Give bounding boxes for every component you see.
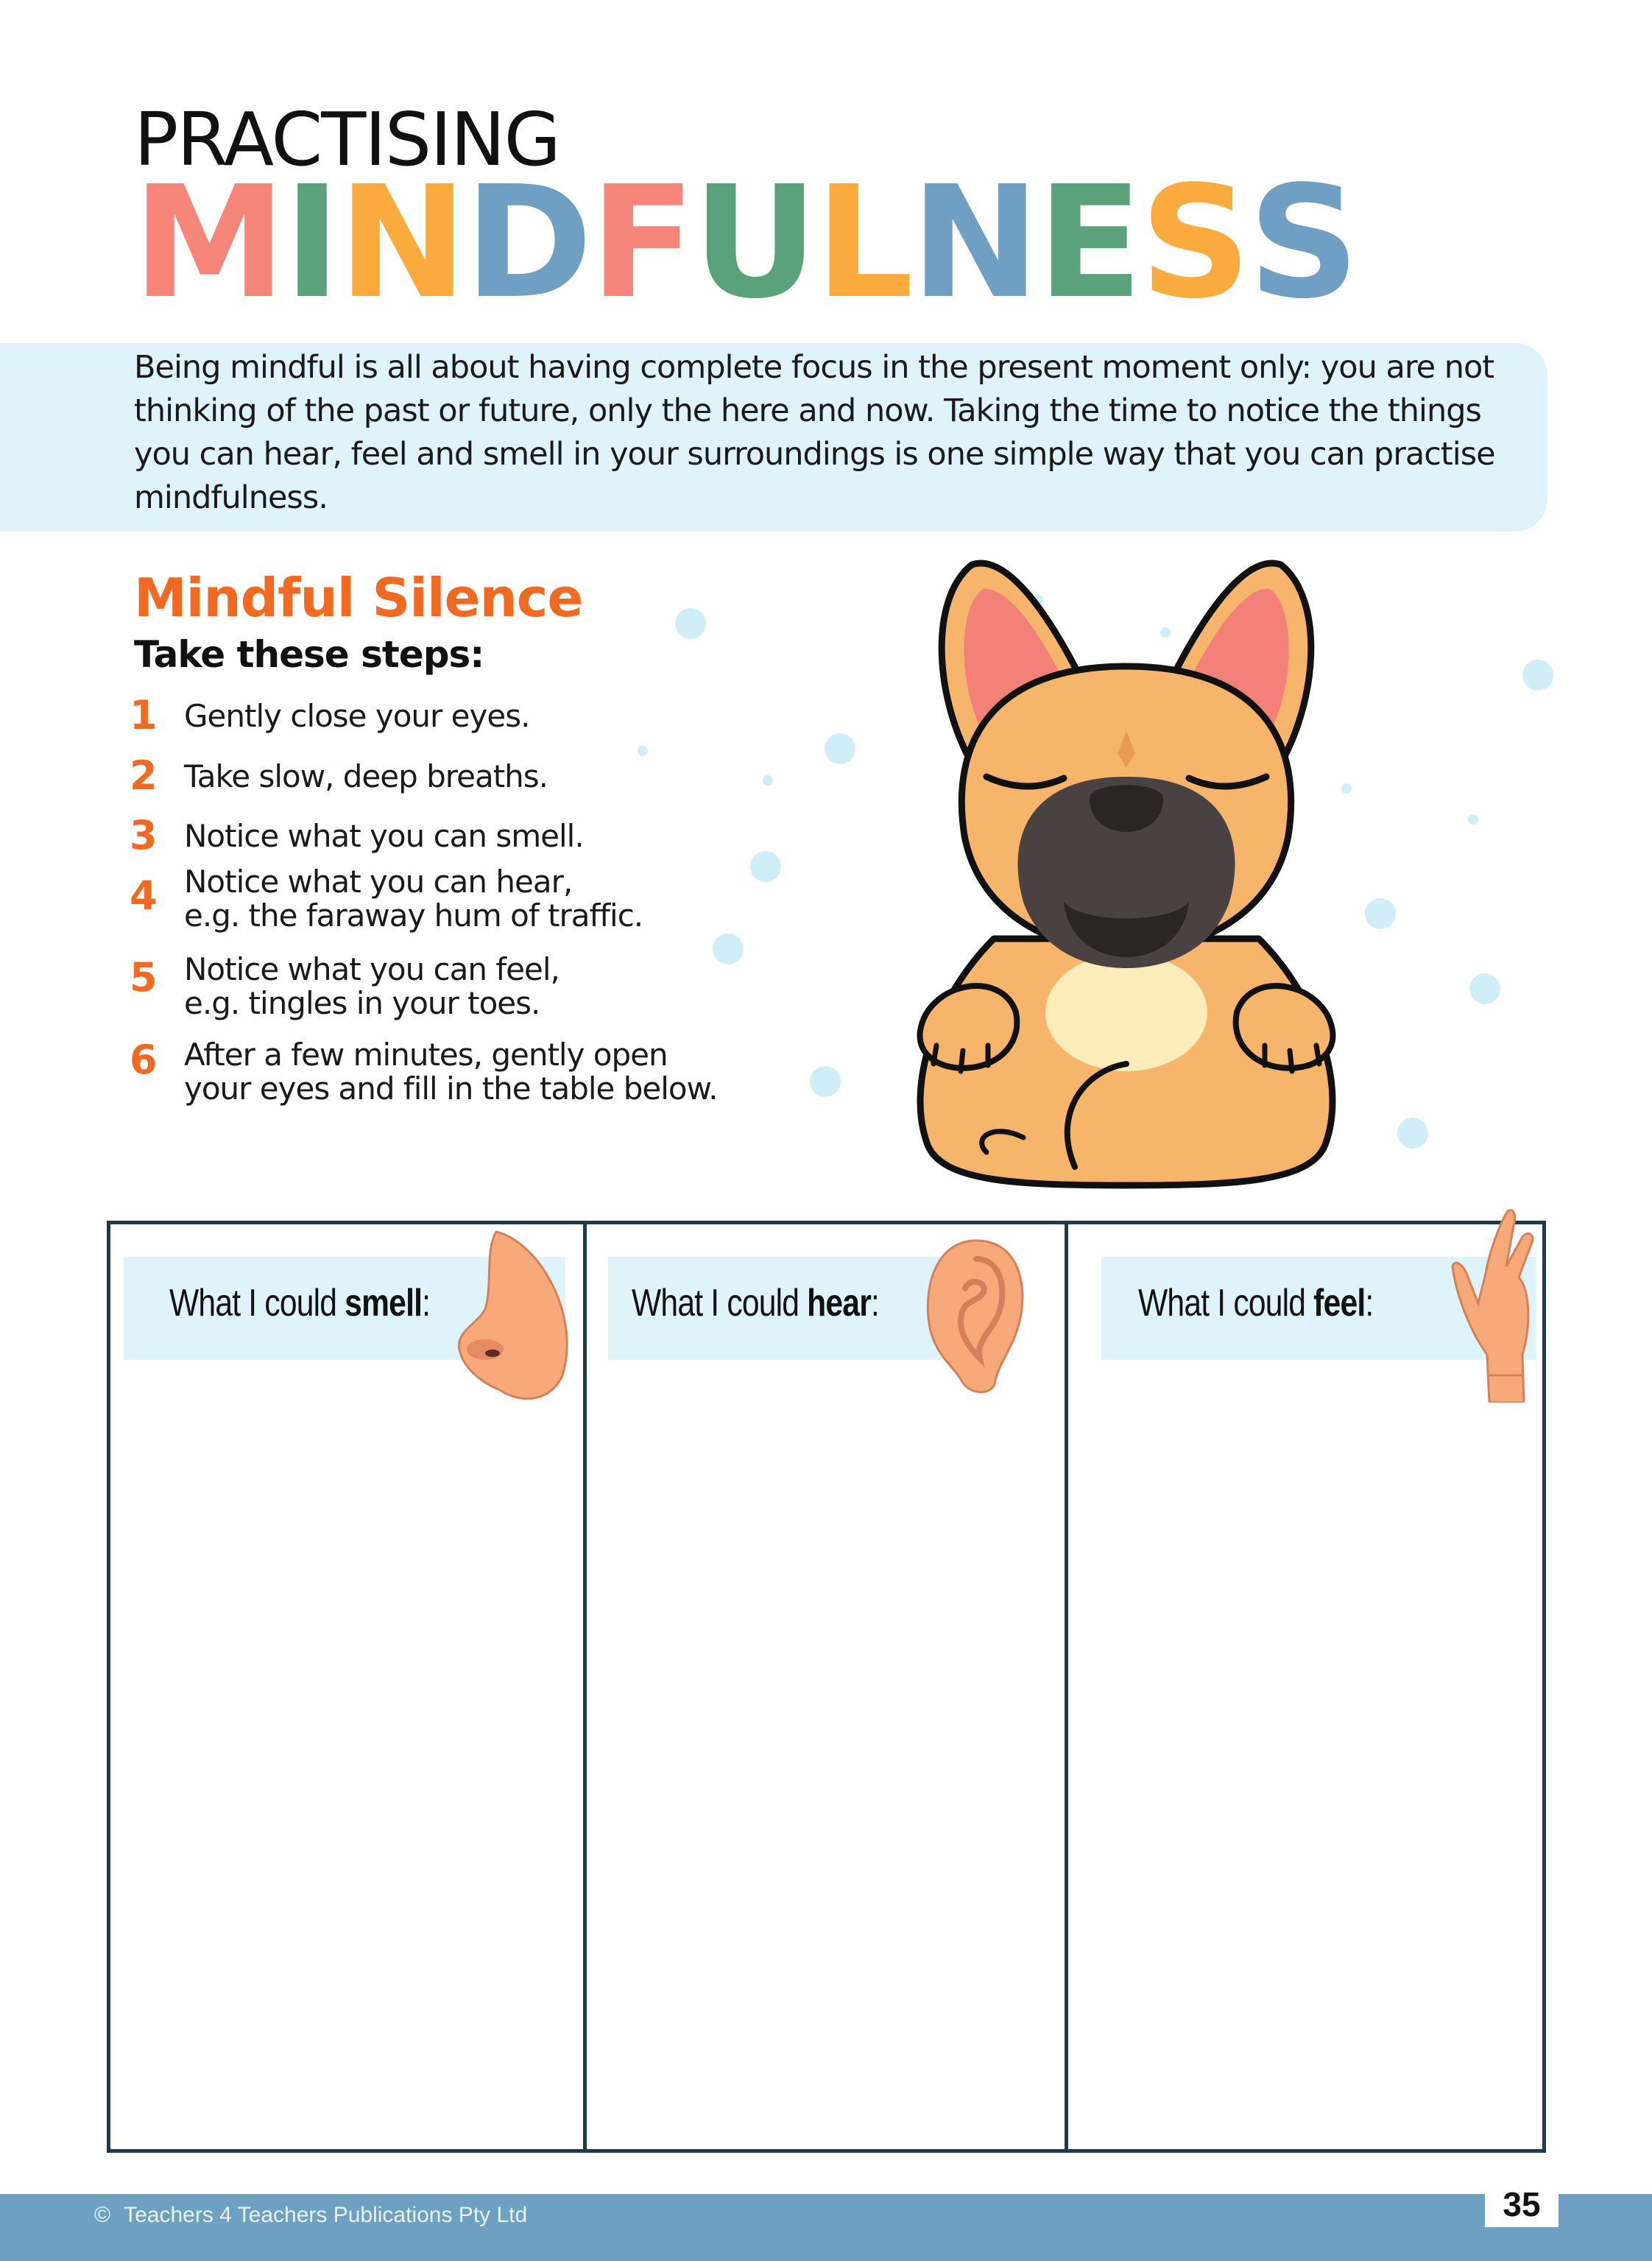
bubble-decoration — [675, 608, 706, 639]
bubble-decoration — [763, 775, 773, 786]
title-letter: U — [692, 152, 814, 333]
ear-icon — [925, 1237, 1028, 1395]
bubble-decoration — [638, 746, 648, 756]
bubble-decoration — [1468, 814, 1478, 825]
step-item — [130, 812, 792, 858]
step-text: Notice what you can feel, e.g. tingles in your toes. — [184, 951, 560, 1021]
meditating-dog-illustration — [906, 556, 1347, 1191]
step-item — [130, 865, 792, 933]
step-item — [130, 953, 792, 1020]
title-practising: PRACTISING — [134, 96, 560, 183]
title-letter: S — [1248, 152, 1355, 333]
step-number: 3 — [130, 812, 158, 858]
title-letter: I — [283, 152, 337, 333]
step-text: Gently close your eyes. — [184, 698, 530, 734]
title-letter: M — [133, 152, 282, 333]
hand-icon — [1449, 1207, 1537, 1403]
bubble-decoration — [713, 934, 744, 964]
section-title: Mindful Silence — [134, 567, 583, 629]
step-item — [130, 752, 792, 799]
step-number: 6 — [130, 1037, 158, 1083]
step-number: 4 — [130, 872, 158, 919]
intro-paragraph: Being mindful is all about having complete focus in the present moment only: you are not thinking of the past or future, only the here and now. Taking the time to notice the things you can hear, feel and smell in your surroundings is one simple way that you can practise mindfulness. — [134, 349, 1495, 516]
bubble-decoration — [825, 733, 855, 764]
bubble-decoration — [750, 851, 781, 882]
copyright-text: © Teachers 4 Teachers Publications Pty Ltd — [94, 2203, 528, 2227]
step-text: Notice what you can smell. — [184, 818, 584, 854]
feel-column-header: What I could feel: — [1138, 1282, 1374, 1324]
smell-column-header: What I could smell: — [169, 1282, 431, 1324]
step-number: 2 — [130, 752, 158, 799]
step-text: After a few minutes, gently open your eyes and fill in the table below. — [184, 1037, 718, 1107]
step-text: Take slow, deep breaths. — [184, 758, 548, 794]
title-letter: N — [911, 152, 1036, 333]
step-number: 5 — [130, 954, 158, 1001]
bubble-decoration — [1469, 973, 1500, 1004]
title-letter: E — [1037, 152, 1139, 333]
bubble-decoration — [1522, 660, 1553, 691]
hear-column-header: What I could hear: — [632, 1282, 880, 1324]
step-number: 1 — [130, 692, 158, 738]
column-divider — [1065, 1222, 1068, 2151]
title-letter: L — [815, 152, 910, 333]
sensing-table — [107, 1221, 1546, 2153]
title-letter: S — [1140, 152, 1247, 333]
step-text: Notice what you can hear, e.g. the faraway hum of traffic. — [184, 864, 643, 934]
page-number: 35 — [1503, 2185, 1541, 2223]
step-item — [130, 1038, 792, 1106]
step-item — [130, 692, 792, 738]
title-letter: F — [590, 152, 691, 333]
section-subtitle: Take these steps: — [134, 633, 484, 676]
title-mindfulness — [133, 152, 1357, 333]
title-letter: D — [464, 152, 589, 333]
bubble-decoration — [1397, 1118, 1428, 1149]
copyright-icon: © — [94, 2203, 111, 2227]
column-divider — [583, 1222, 587, 2151]
nose-icon — [452, 1228, 577, 1405]
title-letter: N — [338, 152, 463, 333]
bubble-decoration — [1365, 898, 1396, 929]
bubble-decoration — [810, 1066, 841, 1097]
